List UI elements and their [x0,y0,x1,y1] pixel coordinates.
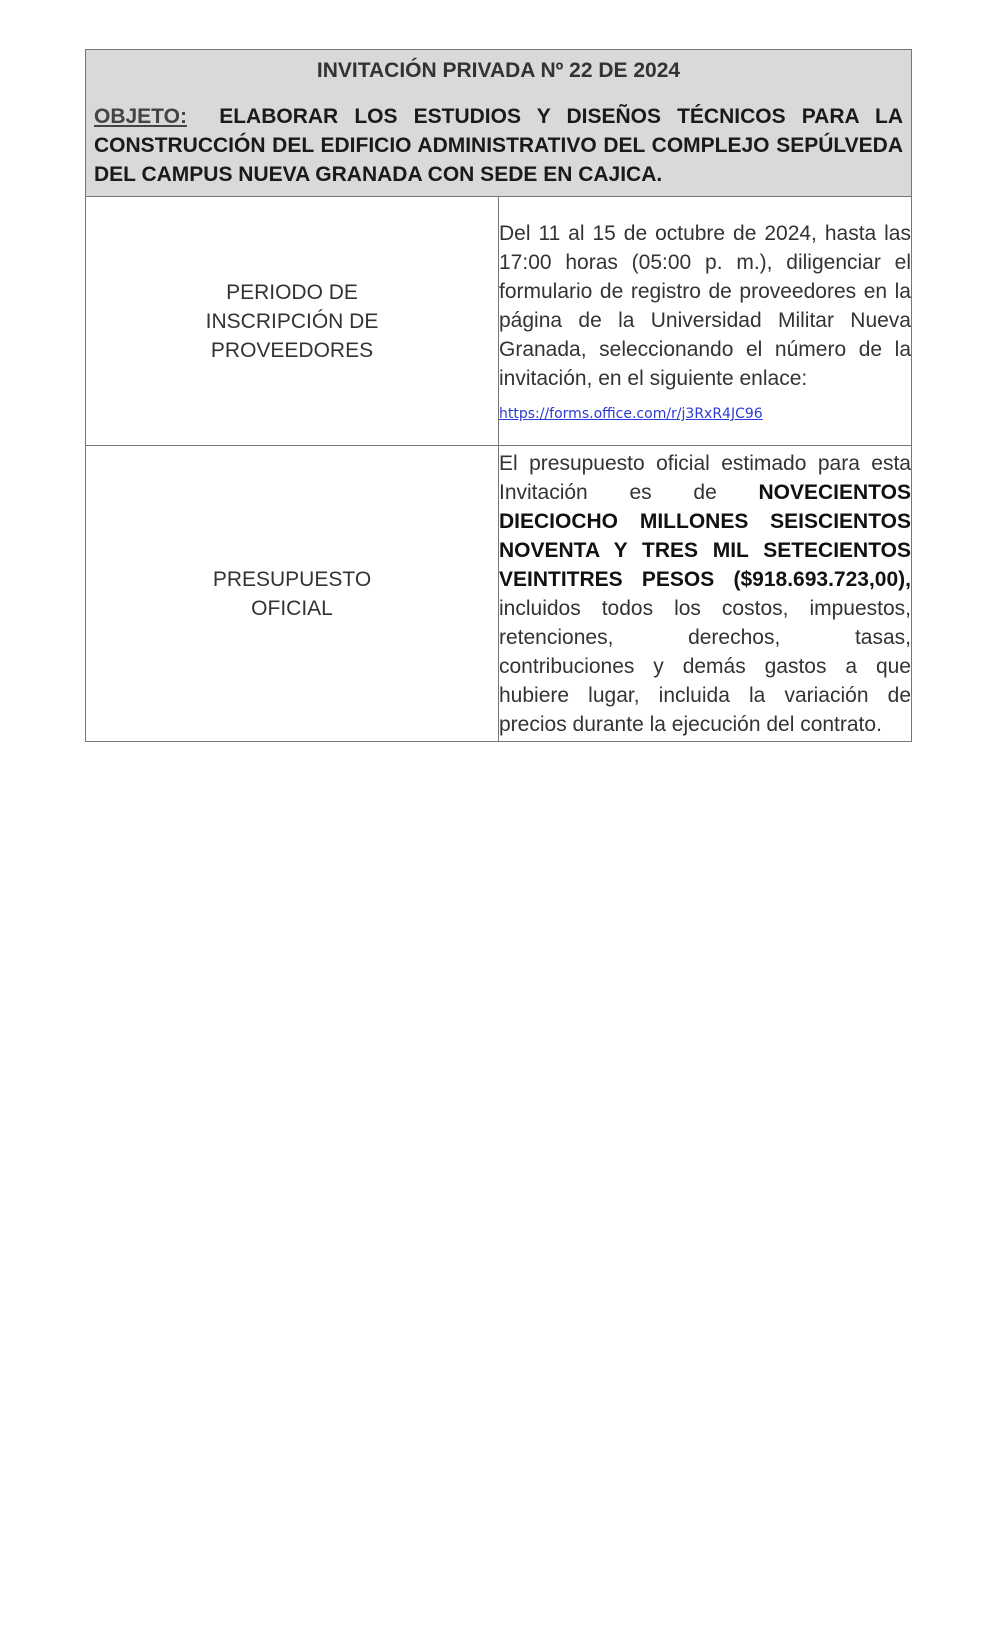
presupuesto-content-cell [499,446,912,742]
periodo-label-line1: PERIODO DE [226,280,358,304]
periodo-content-cell [499,197,912,446]
presupuesto-label-cell [86,446,499,742]
presupuesto-label-line2: OFICIAL [251,596,333,620]
presupuesto-intro: El presupuesto oficial estimado para esta Invitación es de [499,451,911,504]
periodo-label-line3: PROVEEDORES [210,338,374,362]
periodo-label-cell [86,197,499,446]
periodo-row [86,197,912,446]
presupuesto-row [86,446,912,742]
presupuesto-label-line1: PRESUPUESTO [212,567,372,591]
presupuesto-amount: NOVECIENTOS DIECIOCHO MILLONES SEISCIENTOS NOVENTA Y TRES MIL SETECIENTOS VEINTITRES PESOS ($918.693.723,00), [499,480,911,591]
invitation-table [85,49,912,742]
header-row [86,50,912,197]
objeto-paragraph [94,102,903,189]
header-cell [86,50,912,197]
invitation-title: INVITACIÓN PRIVADA Nº 22 DE 2024 [316,58,681,82]
objeto-label: OBJETO: [94,104,187,128]
presupuesto-rest: incluidos todos los costos, impuestos, retenciones, derechos, tasas, contribuciones y demás gastos a que hubiere lugar, incluida la variación de precios durante la ejecución del contrato. [499,596,911,736]
periodo-text: Del 11 al 15 de octubre de 2024, hasta las 17:00 horas (05:00 p. m.), diligenciar el formulario de registro de proveedores en la página de la Universidad Militar Nueva Granada, seleccionando el número de la invitación, en el siguiente enlace: [499,222,911,390]
objeto-text: ELABORAR LOS ESTUDIOS Y DISEÑOS TÉCNICOS PARA LA CONSTRUCCIÓN DEL EDIFICIO ADMINISTRATIVO DEL COMPLEJO SEPÚLVEDA DEL CAMPUS NUEVA GRANADA CON SEDE EN CAJICA. [94,104,904,186]
registration-form-link[interactable]: https://forms.office.com/r/j3RxR4JC96 [499,406,763,422]
periodo-label-line2: INSCRIPCIÓN DE [205,309,379,333]
